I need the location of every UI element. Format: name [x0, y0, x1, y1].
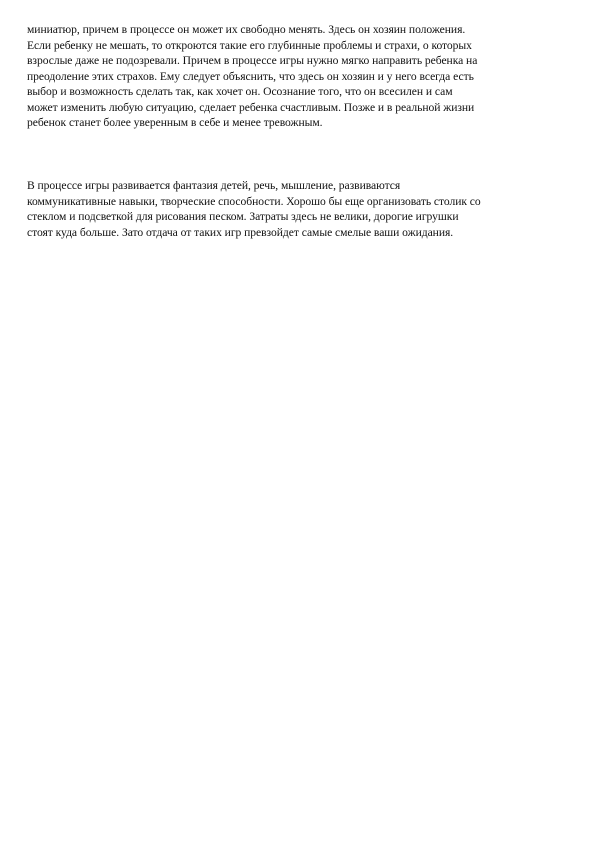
- text-line: ребенок станет более уверенным в себе и менее тревожным.: [27, 116, 323, 129]
- paragraph-2: [27, 178, 572, 240]
- text-line: выбор и возможность сделать так, как хочет он. Осознание того, что он всесилен и сам: [27, 85, 453, 98]
- text-line: коммуникативные навыки, творческие способности. Хорошо бы еще организовать столик со: [27, 194, 481, 208]
- text-line: стеклом и подсветкой для рисования песком. Затраты здесь не велики, дорогие игрушки: [27, 210, 459, 223]
- text-line: взрослые даже не подозревали. Причем в процессе игры нужно мягко направить ребенка на: [27, 54, 478, 67]
- text-line: миниатюр, причем в процессе он может их свободно менять. Здесь он хозяин положения.: [27, 23, 466, 36]
- text-line: может изменить любую ситуацию, сделает ребенка счастливым. Позже и в реальной жизни: [27, 100, 475, 114]
- text-line: В процессе игры развивается фантазия детей, речь, мышление, развиваются: [27, 179, 401, 192]
- text-line: Если ребенку не мешать, то откроются такие его глубинные проблемы и страхи, о которых: [27, 38, 472, 52]
- text-line: преодоление этих страхов. Ему следует объяснить, что здесь он хозяин и у него всегда есть: [27, 69, 474, 83]
- text-line: стоят куда больше. Зато отдача от таких игр превзойдет самые смелые ваши ожидания.: [27, 225, 454, 239]
- paragraph-1: [27, 22, 572, 131]
